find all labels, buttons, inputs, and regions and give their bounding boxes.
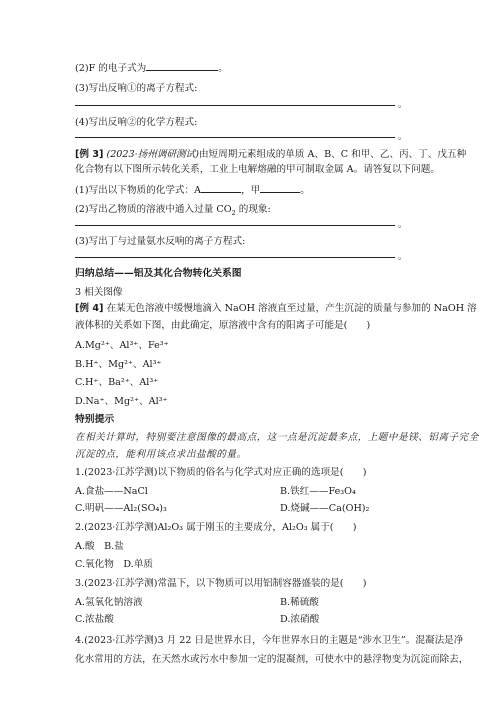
practice-3-option-c: C.浓盐酸 [75,614,114,625]
option-b: B.H⁺、Mg²⁺、Al³⁺ [75,359,162,370]
example-3-line-2: 化合物有以下图所示转化关系，工业上电解熔融的甲可制取金属 A。请答复以下问题。 [75,164,440,175]
practice-3-option-a: A.氢氧化钠溶液 [75,597,143,608]
example-3-label: [例 3] [75,149,104,160]
practice-2: 2.(2023·江苏学测)Al₂O₃ 属于刚玉的主要成分，Al₂O₃ 属于( ) [75,522,357,533]
tip-heading: 特别提示 [75,414,115,425]
question-2-text: (2)F 的电子式为 [75,63,147,74]
practice-4-line-2: 化水常用的方法，在天然水或污水中参加一定的混凝剂，可使水中的悬浮物变为沉淀而除去， [75,654,469,665]
practice-1-option-a: A.食盐——NaCl [75,486,148,497]
practice-2-options-ab: A.酸 B.盐 [75,541,124,552]
practice-1-option-d: D.烧碱——Ca(OH)₂ [280,503,370,514]
section-3-heading: 3 相关图像 [75,287,123,298]
practice-1-option-b: B.铁红——Fe₃O₄ [280,486,356,497]
practice-2-options-cd: C.氧化物 D.单质 [75,559,154,570]
example-3-source: (2023·扬州调研测试) [106,149,199,160]
answer-line [75,224,395,226]
practice-3-option-d: D.浓硝酸 [280,614,320,625]
question-3: (3)写出反响①的离子方程式: [75,83,198,94]
example-4-line-1: [例 4] 在某无色溶液中缓慢地滴入 NaOH 溶液直至过量，产生沉淀的质量与参加的 NaOH 溶 [75,303,477,314]
answer-line [75,136,395,138]
answer-line [75,104,395,106]
answer-blank [201,183,241,193]
question-4: (4)写出反响②的化学方程式: [75,117,198,128]
example-3-q1: (1)写出以下物质的化学式：A ，甲 。 [75,185,310,196]
tip-line-2: 沉淀的点，能利用该点求出盐酸的量。 [75,449,247,460]
example-3-q3: (3)写出丁与过量氨水反响的离子方程式: [75,236,246,247]
answer-blank [260,183,300,193]
example-4-label: [例 4] [75,303,104,314]
summary-heading: 归纳总结——铝及其化合物转化关系图 [75,268,242,279]
example-3-line-1: [例 3] (2023·扬州调研测试)由短周期元素组成的单质 A、B、C 和甲、乙、丙、丁、戊五种 [75,149,467,160]
answer-blank [146,61,218,71]
practice-4-line-1: 4.(2023·江苏学测)3 月 22 日是世界水日，今年世界水日的主题是“涉水卫生”。混凝法是净 [75,635,464,646]
question-2: (2)F 的电子式为 。 [75,63,228,74]
option-d: D.Na⁺、Mg²⁺、Al³⁺ [75,396,168,407]
option-a: A.Mg²⁺、Al³⁺、Fe³⁺ [75,340,169,351]
example-3-q2: (2)写出乙物质的溶液中通入过量 $CO_2$ 的现象: [75,204,271,217]
answer-line [75,256,395,258]
page: (2)F 的电子式为 。 (3)写出反响①的离子方程式: 。 (4)写出反响②的化学方程式: 。 [例 3] (2023·扬州调研测试)由短周期元素组成的单质 A、B、C 和甲、乙、丙、丁、戊五种 化合物有以下图所示转化关系，工业上电解熔融的甲可制取金属 A。请答复以下问题。 (1)写出以下物质的化学式：A ，甲 。 (2)写出乙物质的溶液中通入过量 $CO_2$ 的现象: 。 (3)写出丁与过量氨水反响的离子方程式: 。 归纳总结——铝及其化合物转化关系图 3 相关图像 [例 4] 在某无色溶液中缓慢地滴入 NaOH 溶液直至过量，产生沉淀的质量与参加的 NaOH 溶 液体积的关系如下图，由此确定，原溶液中含有的阳离子可能是( ) A.Mg²⁺、Al³⁺、Fe³⁺ B.H⁺、Mg²⁺、Al³⁺ C.H⁺、Ba²⁺、Al³⁺ D.Na⁺、Mg²⁺、Al³⁺ 特别提示 在相关计算时，特别要注意图像的最高点，这一点是沉淀最多点，上题中是镁、铝离子完全 沉淀的点，能利用该点求出盐酸的量。 1.(2023·江苏学测)以下物质的俗名与化学式对应正确的选项是( ) A.食盐——NaCl B.铁红——Fe₃O₄ C.明矾——Al₂(SO₄)₃ D.烧碱——Ca(OH)₂ 2.(2023·江苏学测)Al₂O₃ 属于刚玉的主要成分，Al₂O₃ 属于( ) A.酸 B.盐 C.氧化物 D.单质 3.(2023·江苏学测)常温下，以下物质可以用铝制容器盛装的是( ) A.氢氧化钠溶液 B.稀硫酸 C.浓盐酸 D.浓硝酸 4.(2023·江苏学测)3 月 22 日是世界水日，今年世界水日的主题是“涉水卫生”。混凝法是净 化水常用的方法，在天然水或污水中参加一定的混凝剂，可使水中的悬浮物变为沉淀而除去， [75,63,479,665]
example-4-line-2: 液体积的关系如下图，由此确定，原溶液中含有的阳离子可能是( ) [75,320,371,331]
practice-1: 1.(2023·江苏学测)以下物质的俗名与化学式对应正确的选项是( ) [75,467,367,478]
option-c: C.H⁺、Ba²⁺、Al³⁺ [75,377,159,388]
practice-3-option-b: B.稀硫酸 [280,597,319,608]
practice-3: 3.(2023·江苏学测)常温下，以下物质可以用铝制容器盛装的是( ) [75,578,367,589]
practice-1-option-c: C.明矾——Al₂(SO₄)₃ [75,503,167,514]
tip-line-1: 在相关计算时，特别要注意图像的最高点，这一点是沉淀最多点，上题中是镁、铝离子完全 [75,432,479,443]
